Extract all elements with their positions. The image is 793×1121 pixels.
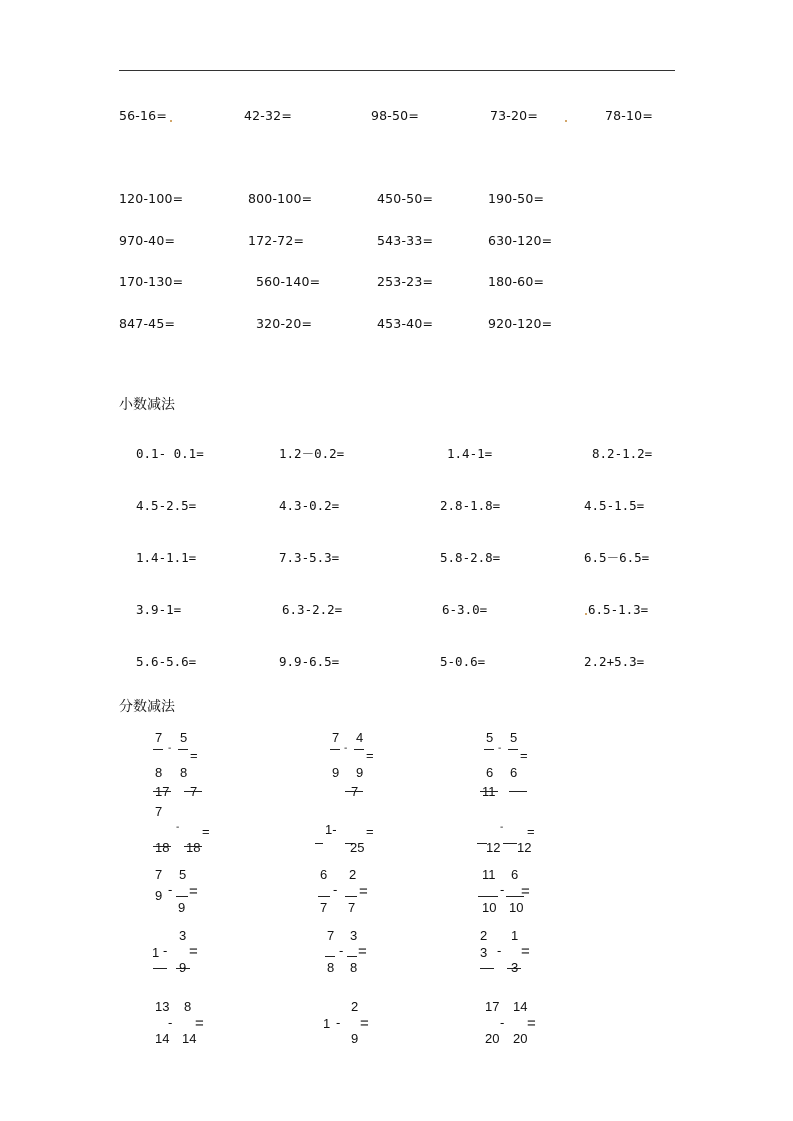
denominator: 9 [351,1031,359,1046]
whole-number: 9 [155,888,163,903]
numerator: 7 [155,867,163,882]
minus-sign: - [168,1015,173,1030]
numerator: 7 [332,730,340,745]
fraction-bar [184,791,202,792]
problem: 3.9-1= [136,602,182,617]
numerator: 7 [327,928,335,943]
problem: 800-100= [248,191,313,206]
denominator: 3 [511,960,519,975]
fraction-bar [480,791,498,792]
numerator: 5 [180,730,188,745]
minus-sign: - [163,943,168,958]
scan-artifact [585,613,587,615]
problem: 2.2+5.3= [584,654,645,669]
scan-artifact [170,120,172,122]
decimal-heading: 小数减法 [119,397,175,413]
whole-number: 1 [152,945,160,960]
problem: 6.5-1.3= [588,602,649,617]
minus-sign: - [339,943,344,958]
denominator: 18 [186,840,201,855]
equals-sign: = [190,748,198,763]
numerator: 17 [485,999,500,1014]
problem: 1.4-1= [447,446,493,461]
equals-sign: = [366,748,374,763]
fraction-bar [178,749,188,750]
denominator: 7 [348,900,356,915]
problem: 0.1- 0.1= [136,446,204,461]
equals-sign: = [520,748,528,763]
denominator: 10 [509,900,524,915]
numerator: 5 [179,867,187,882]
numerator: 11 [482,867,496,882]
fraction-bar [354,749,364,750]
equals-sign: = [521,883,530,900]
header-rule [119,70,675,71]
fraction-bar [315,843,323,844]
fraction-bar [153,749,163,750]
problem: 98-50= [371,108,419,123]
equals-sign: = [202,824,210,839]
numerator: 6 [511,867,519,882]
denominator: 9 [178,900,186,915]
denominator: 14 [182,1031,197,1046]
problem: 7.3-5.3= [279,550,340,565]
numerator: 7 [155,730,163,745]
problem: 8.2-1.2= [592,446,653,461]
problem: 5.8-2.8= [440,550,501,565]
denominator: 8 [180,765,188,780]
numerator: 8 [184,999,192,1014]
fraction-bar [330,749,340,750]
denominator: 6 [486,765,494,780]
denominator: 8 [327,960,335,975]
denominator: 12 [517,840,532,855]
problem: 172-72= [248,233,305,248]
fraction-bar [480,968,494,969]
numerator: 13 [155,999,170,1014]
problem: 543-33= [377,233,434,248]
denominator: 18 [155,840,170,855]
numerator: 7 [155,804,163,819]
problem: 5.6-5.6= [136,654,197,669]
problem: 9.9-6.5= [279,654,340,669]
denominator: 12 [486,840,501,855]
numerator: 3 [350,928,358,943]
numerator: 2 [351,999,359,1014]
fraction-bar [318,896,330,897]
equals-sign: = [360,1015,369,1032]
leading-term: 1- [325,822,337,837]
problem: 847-45= [119,316,176,331]
problem: 6.3-2.2= [282,602,343,617]
problem: 1.2－0.2= [279,446,345,461]
problem: 320-20= [256,316,313,331]
minus-sign: - [498,743,502,754]
numerator: 3 [179,928,187,943]
minus-sign: - [333,882,338,897]
equals-sign: = [527,1015,536,1032]
problem: 4.5-1.5= [584,498,645,513]
problem: 6.5－6.5= [584,550,650,565]
equals-sign: = [189,883,198,900]
problem: 4.3-0.2= [279,498,340,513]
numerator: 17 [155,784,170,799]
fraction-heading: 分数减法 [119,699,175,715]
problem: 253-23= [377,274,434,289]
numerator: 7 [190,784,198,799]
equals-sign: = [527,824,535,839]
denominator: 14 [155,1031,170,1046]
problem: 5-0.6= [440,654,486,669]
problem: 73-20= [490,108,538,123]
equals-sign: = [358,943,367,960]
problem: 190-50= [488,191,545,206]
numerator: 14 [513,999,528,1014]
fraction-bar [484,749,494,750]
denominator: 8 [350,960,358,975]
equals-sign: = [366,824,374,839]
fraction-bar [153,791,171,792]
equals-sign: = [521,943,530,960]
numerator: 2 [349,867,357,882]
fraction-bar [506,896,524,897]
minus-sign: - [500,1015,505,1030]
minus-sign: - [168,743,172,754]
denominator: 20 [485,1031,500,1046]
problem: 42-32= [244,108,292,123]
minus-sign: - [344,743,348,754]
problem: 120-100= [119,191,184,206]
problem: 6-3.0= [442,602,488,617]
denominator: 10 [482,900,497,915]
scan-artifact [565,120,567,122]
numerator: 2 [480,928,488,943]
minus-sign: - [176,822,180,833]
denominator: 20 [513,1031,528,1046]
numerator: 6 [320,867,328,882]
whole-number: 1 [323,1016,331,1031]
fraction-bar [176,896,188,897]
fraction-bar [478,896,498,897]
fraction-bar [509,791,527,792]
problem: 78-10= [605,108,653,123]
problem: 560-140= [256,274,321,289]
denominator: 9 [179,960,187,975]
numerator: 4 [356,730,364,745]
problem: 170-130= [119,274,184,289]
equals-sign: = [359,883,368,900]
fraction-bar [508,749,518,750]
denominator: 9 [332,765,340,780]
numerator: 1 [511,928,519,943]
whole-number: 3 [480,945,488,960]
problem: 180-60= [488,274,545,289]
fraction-bar [345,896,357,897]
denominator: 25 [350,840,365,855]
problem: 2.8-1.8= [440,498,501,513]
equals-sign: = [189,943,198,960]
numerator: 7 [351,784,359,799]
equals-sign: = [195,1015,204,1032]
fraction-bar [347,956,357,957]
minus-sign: - [497,943,502,958]
denominator: 6 [510,765,518,780]
problem: 1.4-1.1= [136,550,197,565]
minus-sign: - [500,882,505,897]
denominator: 8 [155,765,163,780]
denominator: 9 [356,765,364,780]
minus-sign: - [168,882,173,897]
fraction-bar [153,968,167,969]
numerator: 5 [486,730,494,745]
numerator: 5 [510,730,518,745]
problem: 630-120= [488,233,553,248]
problem: 920-120= [488,316,553,331]
fraction-bar [325,956,335,957]
minus-sign: - [500,822,504,833]
denominator: 7 [320,900,328,915]
problem: 56-16= [119,108,167,123]
problem: 450-50= [377,191,434,206]
problem: 970-40= [119,233,176,248]
minus-sign: - [336,1015,341,1030]
fraction-bar [345,791,363,792]
fraction-bar [503,843,517,844]
problem: 453-40= [377,316,434,331]
numerator: 11 [482,784,496,799]
problem: 4.5-2.5= [136,498,197,513]
